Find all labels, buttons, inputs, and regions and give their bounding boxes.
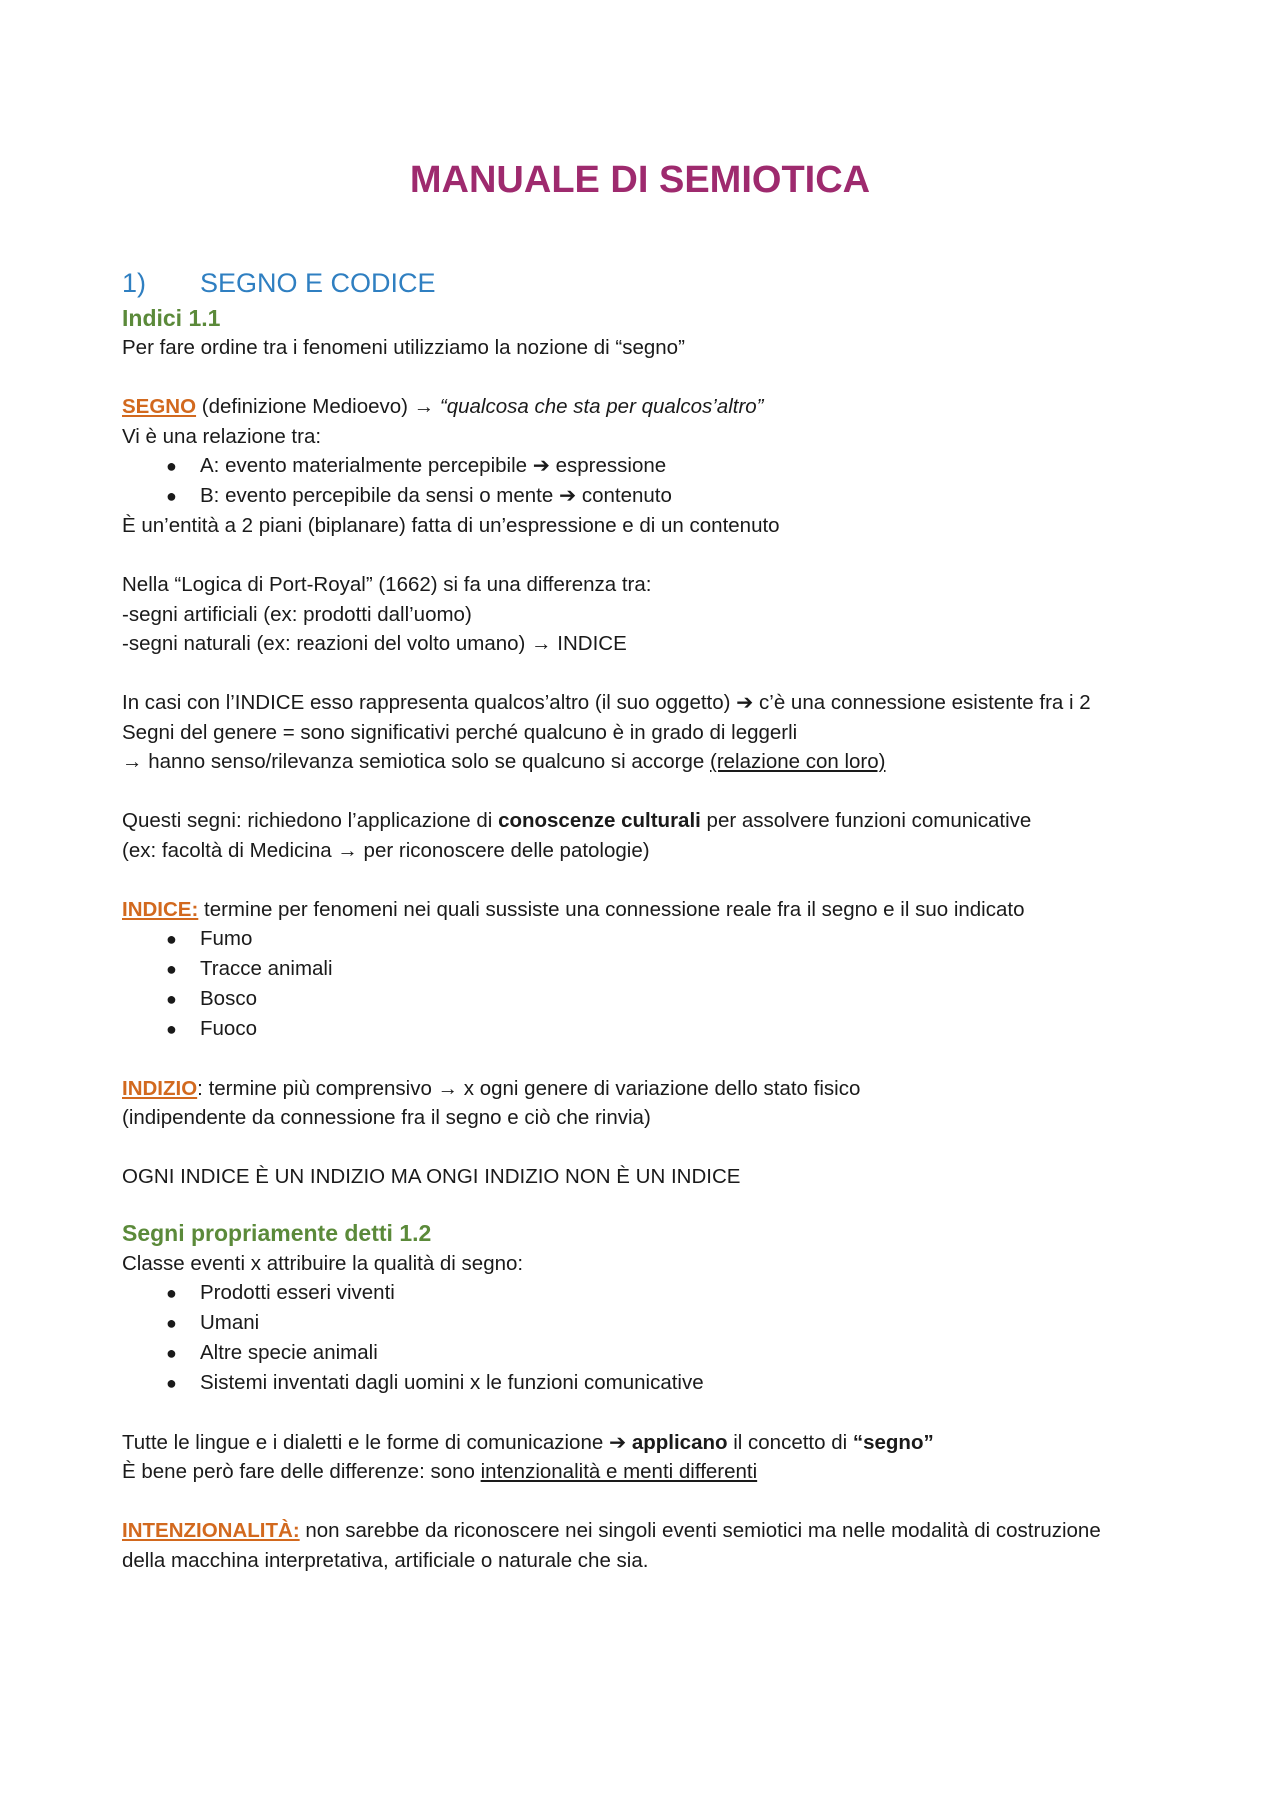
subsection-heading-indici: Indici 1.1 [122, 305, 221, 331]
list-item: ● Altre specie animali [166, 1341, 378, 1364]
classe-eventi-text: Classe eventi x attribuire la qualità di segno: [122, 1251, 524, 1275]
port-royal-line: -segni artificiali (ex: prodotti dall’uomo) [122, 602, 472, 626]
intro-text: Per fare ordine tra i fenomeni utilizziamo la nozione di “segno” [122, 336, 685, 359]
section-number: 1) [122, 268, 147, 298]
indice-list [122, 924, 1172, 1044]
indice-casi-line: In casi con l’INDICE esso rappresenta qualcos’altro (il suo oggetto) ➔ c’è una connessione esistente fra i 2 [122, 691, 1091, 714]
list-item: ● Umani [166, 1311, 260, 1334]
segno-list [122, 451, 1172, 511]
indice-casi-line: Segni del genere = sono significativi perché qualcuno è in grado di leggerli [122, 720, 798, 744]
term-indice: INDICE: [122, 897, 199, 921]
term-intenzionalita: INTENZIONALITÀ: [122, 1519, 300, 1542]
section-label: SEGNO E CODICE [200, 268, 436, 298]
term-indizio: INDIZIO [122, 1076, 198, 1100]
page-title: MANUALE DI SEMIOTICA [409, 159, 871, 201]
list-item: ● Fuoco [166, 1017, 257, 1040]
segno-quote: “qualcosa che sta per qualcos’altro” [439, 395, 764, 418]
differenze-text: È bene però fare delle differenze: sono intenzionalità e menti differenti [122, 1460, 758, 1483]
intenzionalita-continuation: della macchina interpretativa, artificiale o naturale che sia. [122, 1548, 649, 1572]
intenzionalita-definition: INTENZIONALITÀ: non sarebbe da riconoscere nei singoli eventi semiotici ma nelle modalità di costruzione [122, 1519, 1101, 1542]
indizio-note: (indipendente da connessione fra il segno e ciò che rinvia) [122, 1106, 651, 1129]
list-item: ● Prodotti esseri viventi [166, 1281, 395, 1304]
indizio-definition: INDIZIO: termine più comprensivo → x ogni genere di variazione dello stato fisico [122, 1076, 861, 1100]
term-segno: SEGNO [122, 395, 197, 418]
list-item: ● Tracce animali [166, 957, 333, 980]
indice-casi-line: → hanno senso/rilevanza semiotica solo se qualcuno si accorge (relazione con loro) [122, 750, 886, 773]
lingue-text: Tutte le lingue e i dialetti e le forme di comunicazione ➔ applicano il concetto di “segno” [122, 1430, 934, 1454]
questi-segni-text: Questi segni: richiedono l’applicazione di conoscenze culturali per assolvere funzioni comunicative [122, 809, 1032, 832]
port-royal-line: -segni naturali (ex: reazioni del volto umano) → INDICE [122, 632, 627, 655]
list-item: ● Sistemi inventati dagli uomini x le funzioni comunicative [166, 1371, 704, 1394]
list-item: ● B: evento percepibile da sensi o mente ➔ contenuto [166, 484, 672, 507]
entita-text: È un’entità a 2 piani (biplanare) fatta di un’espressione e di un contenuto [122, 514, 780, 537]
segno-definition: SEGNO (definizione Medioevo) → “qualcosa che sta per qualcos’altro” [122, 395, 764, 418]
document-body [122, 263, 1172, 1575]
list-item: ● Fumo [166, 927, 253, 950]
port-royal-line: Nella “Logica di Port-Royal” (1662) si fa una differenza tra: [122, 573, 652, 596]
indice-definition: INDICE: termine per fenomeni nei quali sussiste una connessione reale fra il segno e il suo indicato [122, 897, 1025, 921]
subsection-heading-segni: Segni propriamente detti 1.2 [122, 1219, 432, 1246]
segni-list [122, 1278, 1172, 1398]
list-item: ● A: evento materialmente percepibile ➔ espressione [166, 454, 667, 477]
section-heading [122, 263, 1172, 303]
ogni-indice-statement: OGNI INDICE È UN INDIZIO MA ONGI INDIZIO NON È UN INDICE [122, 1165, 741, 1188]
questi-segni-example: (ex: facoltà di Medicina → per riconoscere delle patologie) [122, 838, 650, 862]
list-item: ● Bosco [166, 987, 257, 1010]
relazione-text: Vi è una relazione tra: [122, 424, 322, 448]
